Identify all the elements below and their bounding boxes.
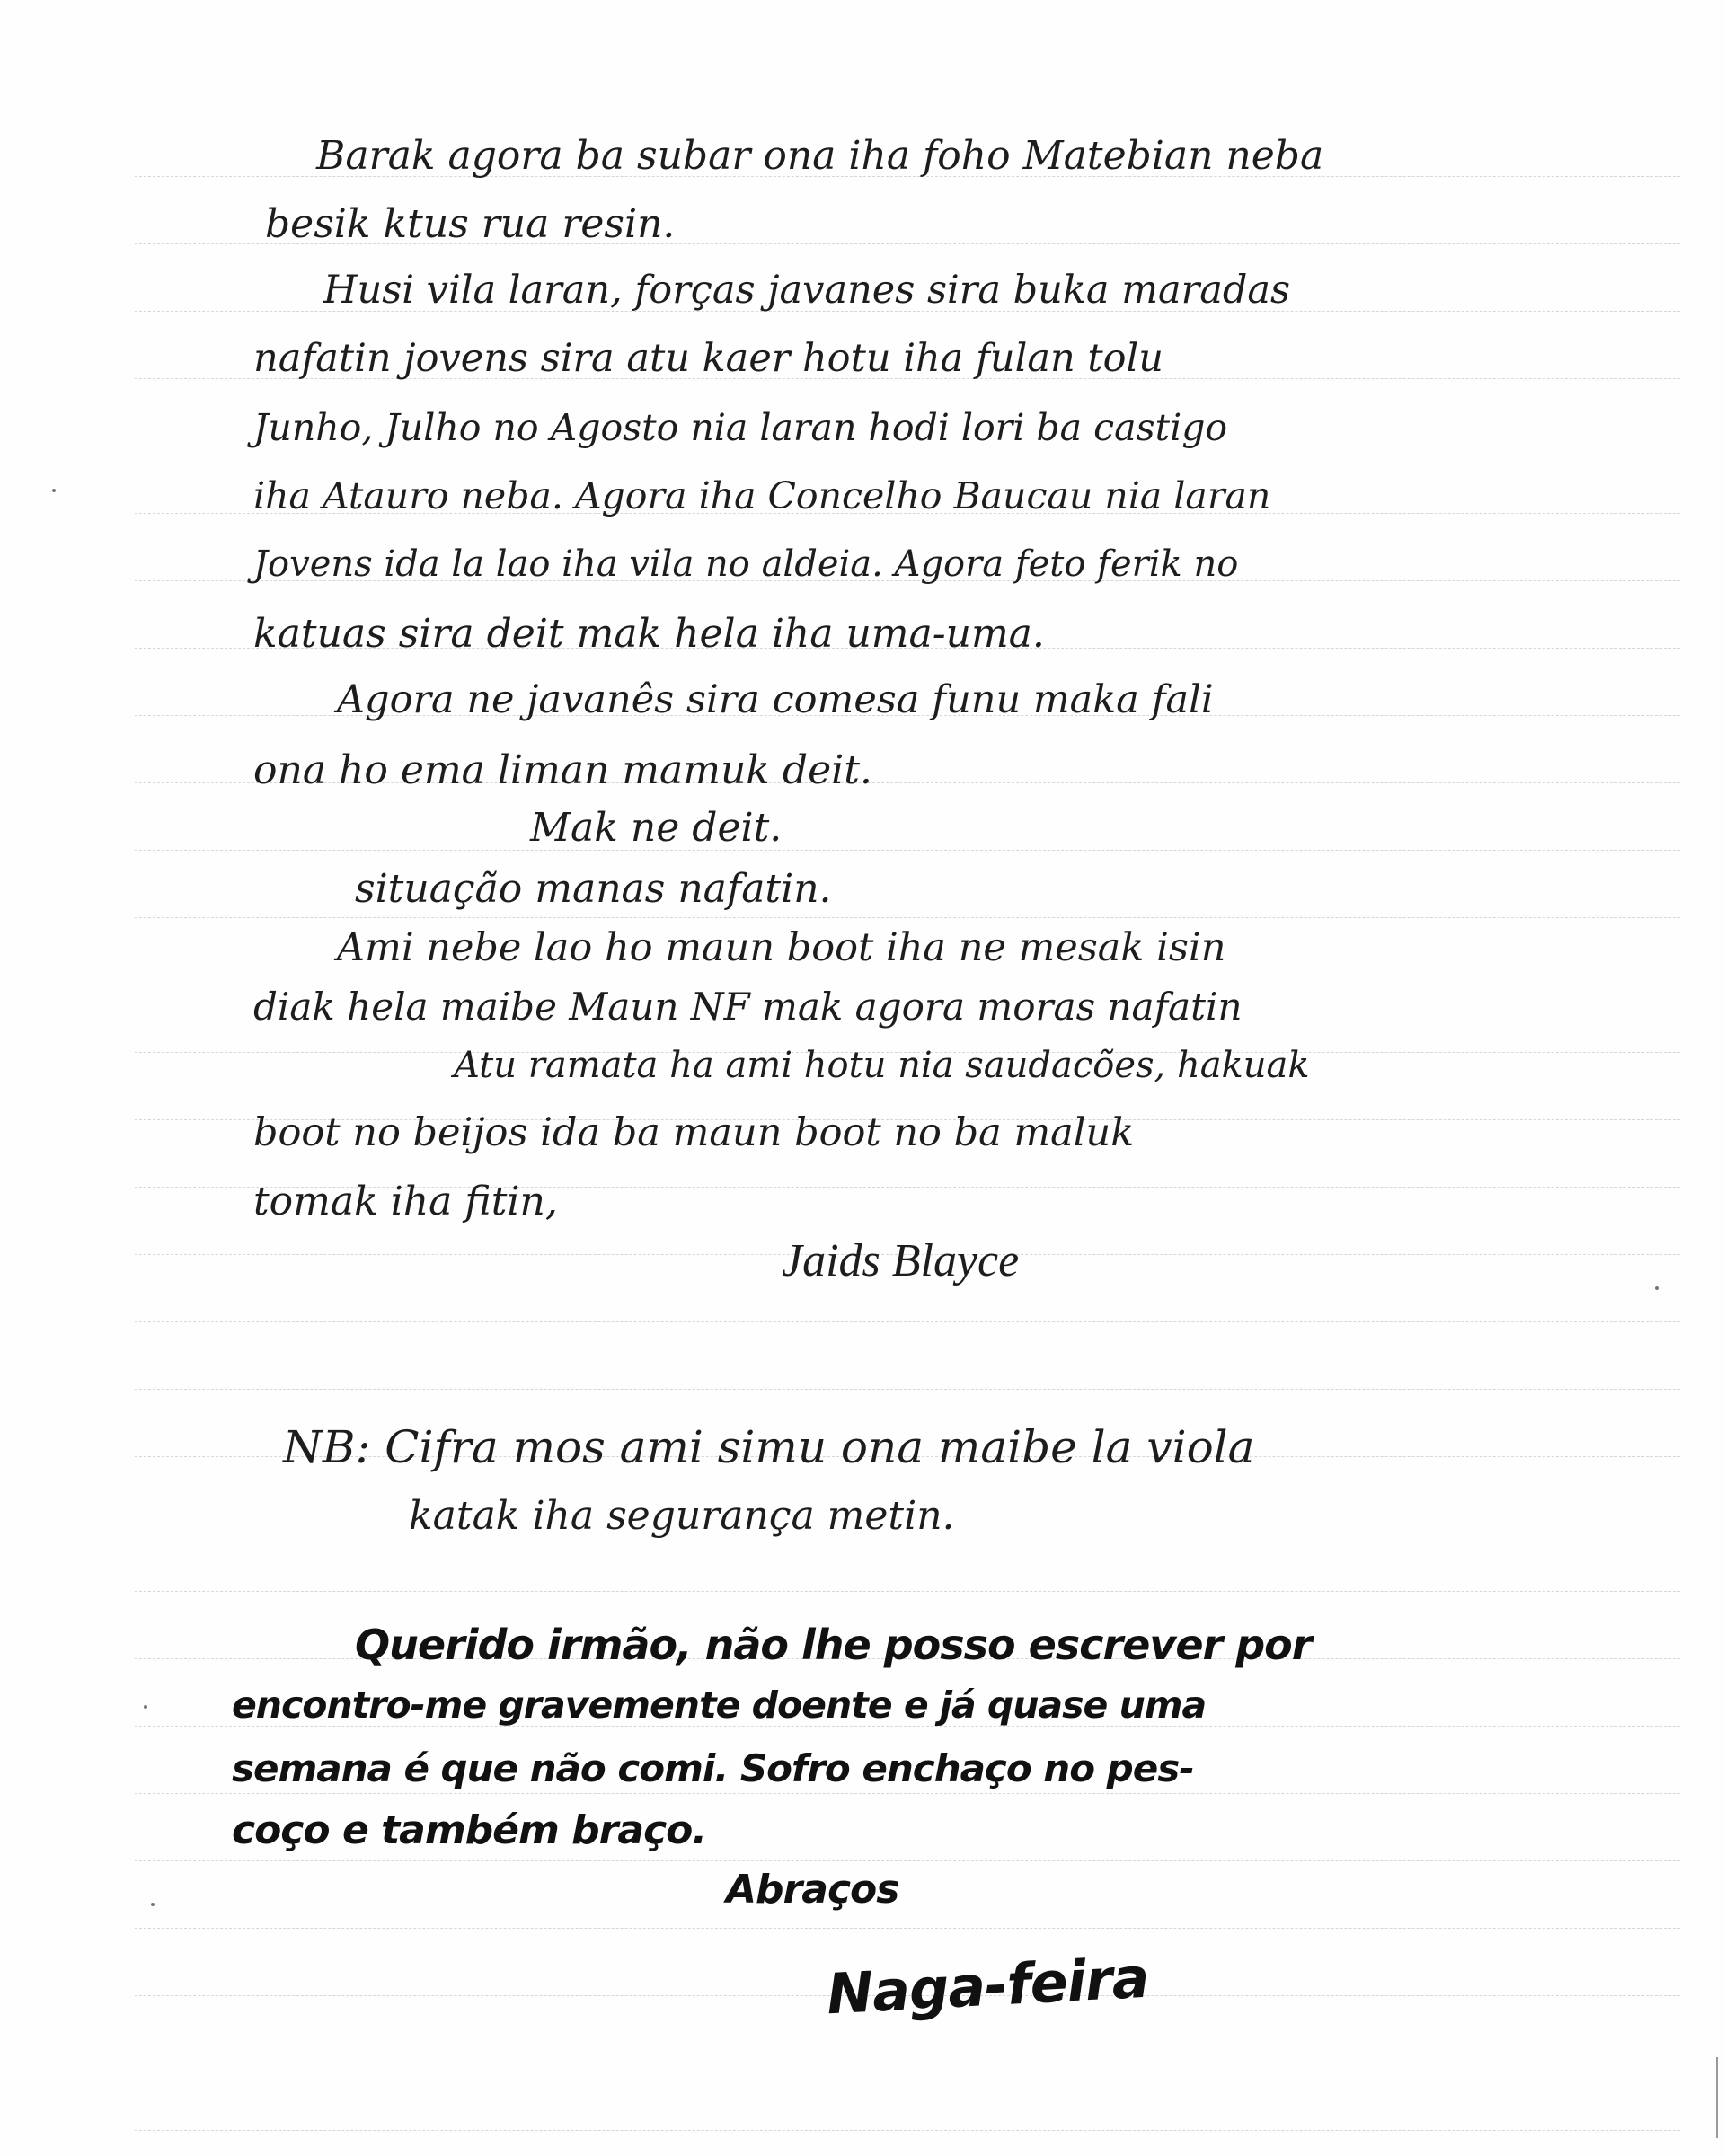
letter-line: nafatin jovens sira atu kaer hotu iha fulan tolu	[253, 336, 1163, 381]
postscript-line: encontro-me gravemente doente e já quase uma	[232, 1683, 1207, 1727]
letter-line: Mak ne deit.	[530, 805, 783, 851]
postscript-signature: Naga-feira	[825, 1944, 1151, 2028]
ruled-line	[135, 2130, 1680, 2131]
ink-speck	[1655, 1286, 1659, 1290]
ruled-line	[135, 1860, 1680, 1861]
letter-line: katuas sira deit mak hela iha uma-uma.	[253, 611, 1045, 657]
ink-speck	[144, 1705, 147, 1709]
letter-line: Junho, Julho no Agosto nia laran hodi lori ba castigo	[253, 406, 1228, 449]
letter-line: situação manas nafatin.	[355, 866, 832, 912]
postscript-line: Querido irmão, não lhe posso escrever por	[355, 1621, 1312, 1669]
page-edge-mark	[1716, 2057, 1718, 2138]
letter-line: diak hela maibe Maun NF mak agora moras nafatin	[253, 985, 1243, 1029]
letter-line: Agora ne javanês sira comesa funu maka fali	[337, 677, 1214, 722]
ruled-line	[135, 1793, 1680, 1794]
ruled-line	[135, 1321, 1680, 1322]
letter-line: Atu ramata ha ami hotu nia saudacões, hakuak	[454, 1045, 1310, 1086]
postscript-line: semana é que não comi. Sofro enchaço no pes-	[232, 1746, 1194, 1790]
letter-line: Husi vila laran, forças javanes sira buka maradas	[323, 268, 1291, 313]
ruled-line	[135, 850, 1680, 851]
ruled-line	[135, 917, 1680, 918]
ruled-line	[135, 1591, 1680, 1592]
ruled-line	[135, 1389, 1680, 1390]
letter-line: Jovens ida la lao iha vila no aldeia. Agora feto ferik no	[253, 543, 1239, 585]
letter-line: tomak iha fitin,	[253, 1179, 558, 1224]
letter-line: iha Atauro neba. Agora iha Concelho Baucau nia laran	[253, 474, 1271, 517]
ink-speck	[52, 489, 56, 492]
nb-line: katak iha segurança metin.	[409, 1493, 955, 1539]
letter-line: besik ktus rua resin.	[265, 201, 676, 247]
signature: Jaids Blayce	[782, 1235, 1020, 1286]
letter-line: Barak agora ba subar ona iha foho Matebian neba	[316, 133, 1324, 179]
letter-line: boot no beijos ida ba maun boot no ba maluk	[253, 1110, 1135, 1155]
ruled-line	[135, 1928, 1680, 1929]
nb-line: NB: Cifra mos ami simu ona maibe la viola	[283, 1421, 1255, 1473]
closing: Abraços	[726, 1867, 899, 1913]
letter-line: Ami nebe lao ho maun boot iha ne mesak isin	[337, 925, 1226, 970]
postscript-line: coço e também braço.	[232, 1807, 707, 1853]
letter-line: ona ho ema liman mamuk deit.	[253, 747, 872, 793]
ink-speck	[151, 1903, 155, 1906]
